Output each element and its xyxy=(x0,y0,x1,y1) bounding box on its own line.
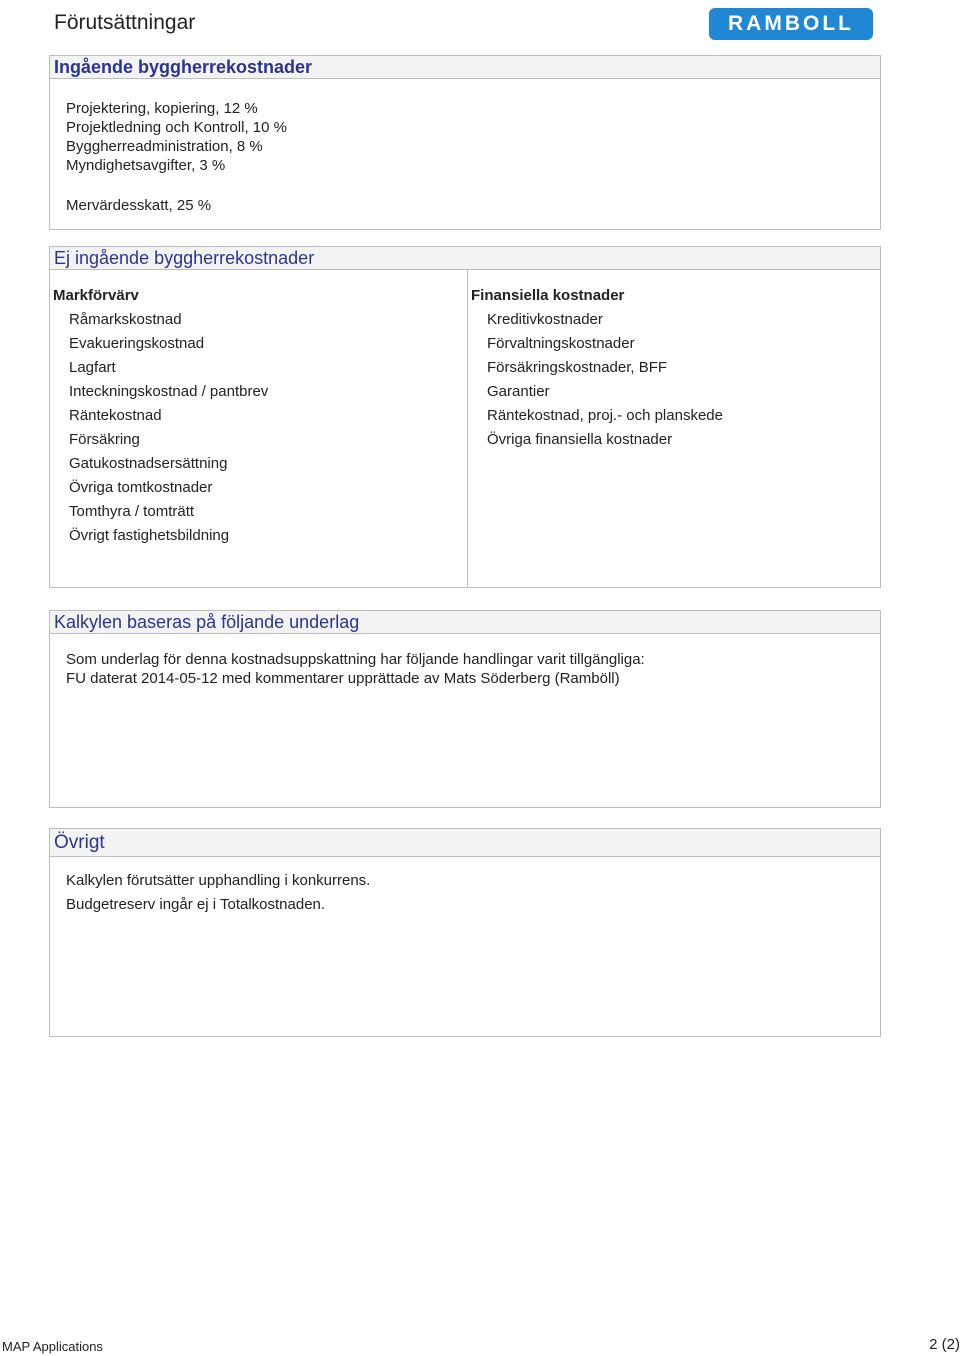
column-finansiella xyxy=(469,269,880,587)
list-item: Garantier xyxy=(487,383,550,400)
vat-line: Mervärdesskatt, 25 % xyxy=(66,197,212,214)
cost-line: Byggherreadministration, 8 % xyxy=(66,138,263,155)
section-heading: Ej ingående byggherrekostnader xyxy=(50,247,880,270)
list-item: Tomthyra / tomträtt xyxy=(69,503,195,520)
list-item: Övrigt fastighetsbildning xyxy=(69,527,230,544)
section-heading: Ingående byggherrekostnader xyxy=(50,56,880,79)
page-number: 2 (2) xyxy=(929,1336,960,1353)
cost-line: Myndighetsavgifter, 3 % xyxy=(66,157,226,174)
list-item: Övriga finansiella kostnader xyxy=(487,431,673,448)
section-ovrigt xyxy=(49,828,881,1037)
list-item: Lagfart xyxy=(69,359,116,376)
list-item: Försäkring xyxy=(69,431,140,448)
text-line: FU daterat 2014-05-12 med kommentarer upprättade av Mats Söderberg (Ramböll) xyxy=(66,670,620,687)
list-item: Räntekostnad, proj.- och planskede xyxy=(487,407,723,424)
section-ingaende xyxy=(49,55,881,230)
footer-app-name: MAP Applications xyxy=(2,1339,103,1354)
column-markforvarv xyxy=(50,269,468,587)
list-item: Förvaltningskostnader xyxy=(487,335,635,352)
text-line: Som underlag för denna kostnadsuppskattning har följande handlingar varit tillgängliga: xyxy=(66,651,645,668)
list-item: Råmarkskostnad xyxy=(69,311,182,328)
column-title: Finansiella kostnader xyxy=(471,287,625,304)
ramboll-logo: RAMBOLL xyxy=(709,8,873,40)
section-heading: Övrigt xyxy=(50,829,880,857)
list-item: Inteckningskostnad / pantbrev xyxy=(69,383,269,400)
list-item: Försäkringskostnader, BFF xyxy=(487,359,668,376)
section-heading: Kalkylen baseras på följande underlag xyxy=(50,611,880,634)
page-title: Förutsättningar xyxy=(54,11,196,34)
cost-line: Projektledning och Kontroll, 10 % xyxy=(66,119,287,136)
column-title: Markförvärv xyxy=(53,287,139,304)
cost-line: Projektering, kopiering, 12 % xyxy=(66,100,258,117)
list-item: Räntekostnad xyxy=(69,407,162,424)
text-line: Kalkylen förutsätter upphandling i konkurrens. xyxy=(66,872,371,889)
section-underlag xyxy=(49,610,881,808)
list-item: Kreditivkostnader xyxy=(487,311,603,328)
list-item: Gatukostnadsersättning xyxy=(69,455,228,472)
list-item: Evakueringskostnad xyxy=(69,335,205,352)
section-ej-ingaende xyxy=(49,246,881,588)
list-item: Övriga tomtkostnader xyxy=(69,479,213,496)
text-line: Budgetreserv ingår ej i Totalkostnaden. xyxy=(66,896,326,913)
